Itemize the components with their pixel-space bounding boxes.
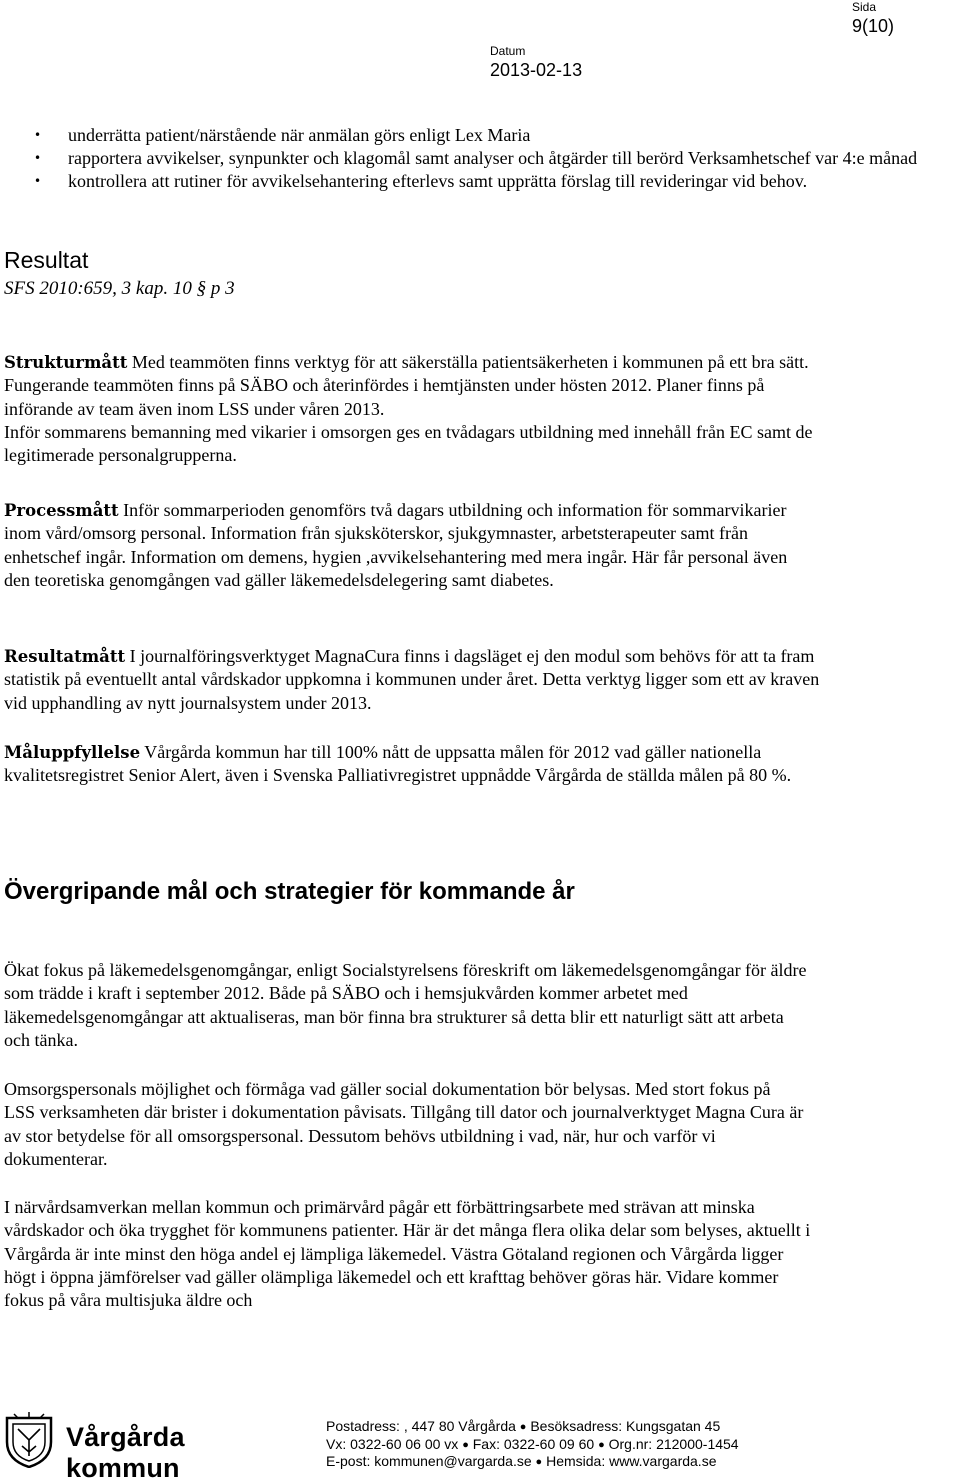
strukturmatt-label: Strukturmått [4,353,128,372]
bullet-icon: • [34,128,42,142]
section-paragraph-3: I närvårdsamverkan mellan kommun och primärvård pågår ett förbättringsarbete med strävan att minska vårdskador och öka trygghet för kommunens patienter. Här är det många flera olika delar som belyses, aktuellt i Vårgårda är inte minst den höga andel ej lämpliga läkemedel. Västra Götaland regionen och Vårgårda ligger högt i öppna jämförelser vad gäller olämpliga läkemedel och ett krafttag behöver göras här. Vidare kommer fokus på våra multisjuka äldre och [4,1197,811,1311]
footer-orgnr: Org.nr: 212000-1454 [608,1436,739,1452]
separator-dot-icon: ● [598,1439,605,1451]
processmatt-label: Processmått [4,501,119,520]
separator-dot-icon: ● [519,1421,527,1433]
separator-dot-icon: ● [535,1456,543,1468]
footer-besoksadress: Besöksadress: Kungsgatan 45 [530,1418,721,1434]
strukturmatt-paragraph: Strukturmått Med teammöten finns verktyg för att säkerställa patientsäkerheten i kommunen på ett bra sätt. Fungerande teammöten finns på SÄBO och återinfördes i hemtjänsten under hösten 2012. Planer finns på införande av team även inom LSS under våren 2013. Inför sommarens bemanning med vikarier i omsorgen ges en tvådagars utbildning med innehåll från EC samt de legitimerade personalgrupperna. [4,352,813,466]
strukturmatt-paragraph-2: Inför sommarens bemanning med vikarier i omsorgen ges en tvådagars utbildning med innehåll från EC samt de legitimerade personalgrupperna. [4,421,813,466]
footer-email-link[interactable]: E-post: kommunen@vargarda.se [326,1453,532,1469]
date-label: Datum [490,44,526,58]
bullet-icon: • [34,151,42,165]
resultat-heading: Resultat [4,247,89,273]
resultatmatt-paragraph: Resultatmått I journalföringsverktyget MagnaCura finns i dagsläget ej den modul som behövs för att ta fram statistik på eventuellt antal vårdskador uppkomna i kommunen under året. Detta verktyg ligger som ett av kraven vid upphandling av nytt journalsystem under 2013. [4,646,820,713]
page-number: 9(10) [852,16,895,36]
footer-web-line [326,1453,716,1471]
separator-dot-icon: ● [462,1439,469,1451]
processmatt-paragraph: Processmått Inför sommarperioden genomförs två dagars utbildning och information för sommarvikarier inom vård/omsorg personal. Information från sjuksköterskor, sjukgymnaster, arbetsterapeuter samt från enhetschef ingår. Information om demens, hygien ,avvikelsehantering med mera ingår. Här får personal även den teoretiska genomgången vad gäller läkemedelsdelegering samt diabetes. [4,500,788,590]
footer-fax: Fax: 0322-60 09 60 [472,1436,595,1452]
section-heading: Övergripande mål och strategier för kommande år [4,878,575,905]
page-label: Sida [852,0,877,14]
sfs-reference: SFS 2010:659, 3 kap. 10 § p 3 [4,278,235,299]
footer-phone-line [326,1436,739,1454]
logo-wordmark: Vårgårda kommun [66,1422,185,1483]
maluppfyllelse-label: Måluppfyllelse [4,743,141,762]
list-item: • rapportera avvikelser, synpunkter och klagomål samt analyser och åtgärder till berörd Verksamhetschef var 4:e månad [34,148,918,168]
resultatmatt-label: Resultatmått [4,647,126,666]
footer-postadress: Postadress: , 447 80 Vårgårda [326,1418,516,1434]
bullet-icon: • [34,174,42,188]
list-item: • underrätta patient/närstående när anmälan görs enligt Lex Maria [34,125,531,145]
section-paragraph-1: Ökat fokus på läkemedelsgenomgångar, enligt Socialstyrelsens föreskrift om läkemedelsgenomgångar för äldre som trädde i kraft i september 2012. Både på SÄBO och i hemsjukvården kommer arbetet med läkemedelsgenomgångar att aktualiseras, man bör finna bra strukturer så detta blir ett naturligt sätt att arbeta och tänka. [4,960,807,1050]
coat-of-arms-icon [4,1412,54,1468]
list-item: • kontrollera att rutiner för avvikelsehantering efterlevs samt upprätta förslag till revideringar vid behov. [34,171,808,191]
footer-address-line [326,1418,720,1436]
footer-website-link[interactable]: Hemsida: www.vargarda.se [546,1453,717,1469]
responsibility-list [30,124,960,193]
section-paragraph-2: Omsorgspersonals möjlighet och förmåga vad gäller social dokumentation bör belysas. Med stort fokus på LSS verksamheten där brister i dokumentation påvisats. Tillgång till dator och journalverktyget Magna Cura är av stor betydelse för all omsorgspersonal. Dessutom behövs utbildning i vad, när, hur och varför vi dokumenterar. [4,1079,804,1169]
footer-phone: Vx: 0322-60 06 00 vx [326,1436,459,1452]
document-date: 2013-02-13 [490,60,583,80]
maluppfyllelse-paragraph: Måluppfyllelse Vårgårda kommun har till 100% nått de uppsatta målen för 2012 vad gäller nationella kvalitetsregistret Senior Alert, även i Svenska Palliativregistret uppnådde Vårgårda de ställda målen på 80 %. [4,742,792,786]
municipality-logo [4,1412,304,1483]
